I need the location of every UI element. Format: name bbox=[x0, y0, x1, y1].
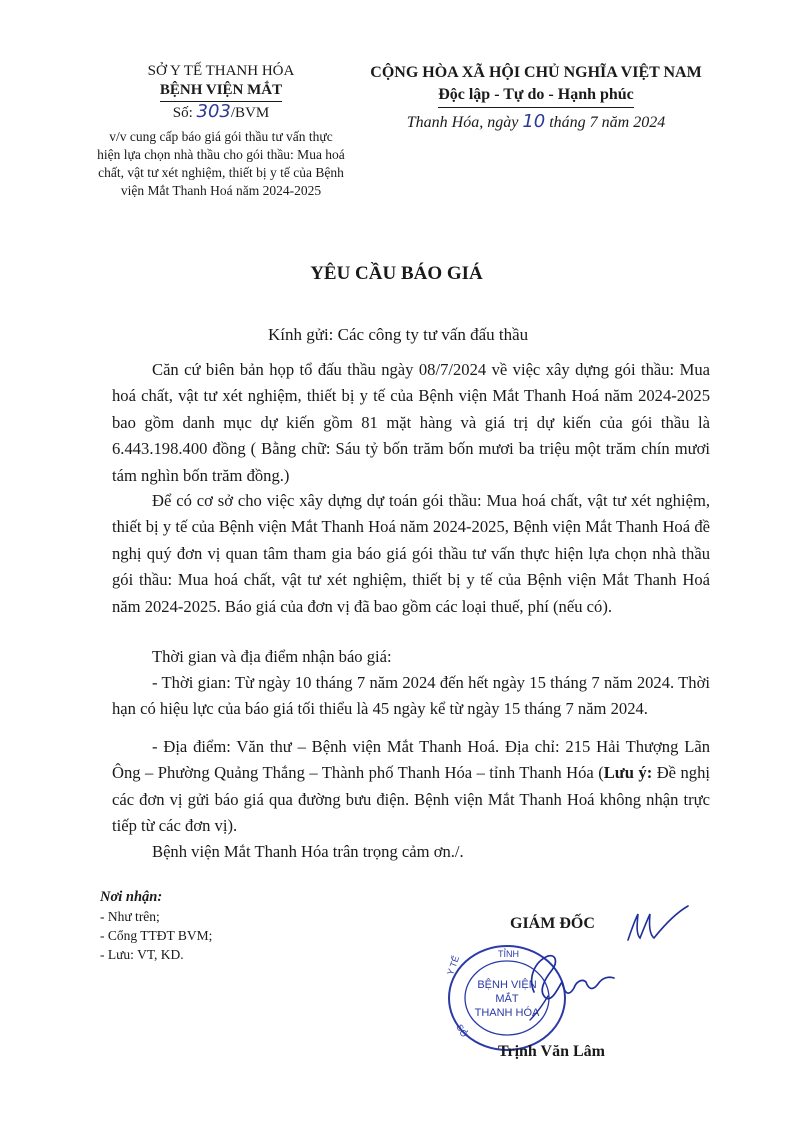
paragraph-1-text: Căn cứ biên bản họp tổ đấu thầu ngày 08/7/2024 về việc xây dựng gói thầu: Mua hoá chất, vật tư xét nghiệm, thiết bị y tế của Bệnh viện Mắt Thanh Hoá năm 2024-2025 bao gồm danh mục dự kiến gồm 81 mặt hàng và giá trị dự kiến của gói thầu là 6.443.198.400 đồng ( Bằng chữ: Sáu tỷ bốn trăm bốn mươi ba triệu một trăm chín mươi tám nghìn bốn trăm đồng.) bbox=[112, 360, 710, 485]
handwritten-number: 303 bbox=[196, 101, 231, 122]
paragraph-5-text-start: - Địa điểm: Văn thư – Bệnh viện Mắt Thanh Hoá. Địa chỉ: 215 Hải Thượng Lãn Ông – Phường Quảng Thắng – Thành phố Thanh Hóa – tỉnh Thanh Hóa ( bbox=[112, 737, 710, 783]
date-prefix: Thanh Hóa, ngày bbox=[406, 114, 519, 131]
paragraph-6-text: Bệnh viện Mắt Thanh Hóa trân trọng cảm ơn./. bbox=[152, 842, 464, 861]
document-subject: v/v cung cấp báo giá gói thầu tư vấn thực hiện lựa chọn nhà thầu cho gói thầu: Mua hoá chất, vật tư xét nghiệm, thiết bị y tế của Bệnh viện Mắt Thanh Hoá năm 2024-2025 bbox=[97, 129, 345, 198]
greeting: Kính gửi: Các công ty tư vấn đấu thầu bbox=[268, 325, 529, 344]
recipients-label: Nơi nhận: bbox=[100, 889, 163, 905]
stamp-text-bottom-left: SỞ bbox=[454, 1022, 470, 1040]
issuer-header bbox=[96, 62, 346, 200]
recipient-item: - Cổng TTĐT BVM; bbox=[100, 928, 213, 943]
signer-title: GIÁM ĐỐC bbox=[510, 915, 595, 932]
recipient-item: - Lưu: VT, KD. bbox=[100, 947, 184, 962]
paragraph-5-text-end: Đề nghị các đơn vị gửi báo giá qua đường bưu điện. Bệnh viện Mắt Thanh Hoá không nhận trực tiếp từ các đơn vị). bbox=[112, 763, 710, 836]
note-label: Lưu ý: bbox=[603, 763, 653, 783]
stamp-center-line-1: BỆNH VIỆN bbox=[477, 979, 537, 991]
paragraph-2-text: Để có cơ sở cho việc xây dựng dự toán gói thầu: Mua hoá chất, vật tư xét nghiệm, thiết bị y tế của Bệnh viện Mắt Thanh Hoá năm 2024-2025, Bệnh viện Mắt Thanh Hoá đề nghị quý đơn vị quan tâm tham gia báo giá gói thầu tư vấn thực hiện lựa chọn nhà thầu gói thầu: Mua hoá chất, vật tư xét nghiệm, thiết bị y tế của Bệnh viện Mắt Thanh Hoá năm 2024-2025. Báo giá của đơn vị đã bao gồm các loại thuế, phí (nếu có). bbox=[112, 491, 710, 616]
stamp-text-left: Y TẾ bbox=[445, 954, 462, 977]
body-paragraph-6 bbox=[112, 839, 710, 865]
number-suffix: /BVM bbox=[230, 105, 270, 121]
country-name: CỘNG HÒA XÃ HỘI CHỦ NGHĨA VIỆT NAM bbox=[370, 64, 702, 81]
body-paragraph-2 bbox=[112, 488, 710, 620]
signer-name: Trịnh Văn Lâm bbox=[498, 1043, 605, 1060]
body-paragraph-4 bbox=[112, 670, 710, 723]
body-paragraph-3 bbox=[112, 644, 710, 670]
handwritten-day: 10 bbox=[522, 111, 546, 132]
paragraph-4-text: - Thời gian: Từ ngày 10 tháng 7 năm 2024 đến hết ngày 15 tháng 7 năm 2024. Thời hạn có hiệu lực của báo giá tối thiểu là 45 ngày kể từ ngày 15 tháng 7 năm 2024. bbox=[112, 673, 710, 719]
document-number bbox=[96, 102, 346, 123]
document-date bbox=[356, 111, 716, 134]
body-paragraph-1 bbox=[112, 357, 710, 489]
national-motto: Độc lập - Tự do - Hạnh phúc bbox=[438, 84, 634, 108]
stamp-text-top: TỈNH bbox=[498, 949, 519, 959]
paragraph-3-text: Thời gian và địa điểm nhận báo giá: bbox=[152, 647, 392, 666]
hospital-name: BỆNH VIỆN MẮT bbox=[160, 81, 282, 102]
national-header bbox=[356, 62, 716, 134]
number-prefix: Số: bbox=[172, 105, 193, 121]
date-suffix: tháng 7 năm 2024 bbox=[549, 114, 666, 131]
body-paragraph-5 bbox=[112, 734, 710, 840]
department-name: SỞ Y TẾ THANH HÓA bbox=[147, 63, 295, 79]
director-signature-icon bbox=[508, 948, 658, 1028]
stamp-center-line-3: THANH HÓA bbox=[474, 1007, 540, 1019]
document-title: YÊU CẦU BÁO GIÁ bbox=[310, 263, 483, 284]
stamp-center-line-2: MẮT bbox=[495, 993, 519, 1005]
paraph-signature-icon bbox=[622, 902, 694, 950]
recipient-item: - Như trên; bbox=[100, 909, 160, 924]
recipients-block bbox=[100, 888, 212, 964]
